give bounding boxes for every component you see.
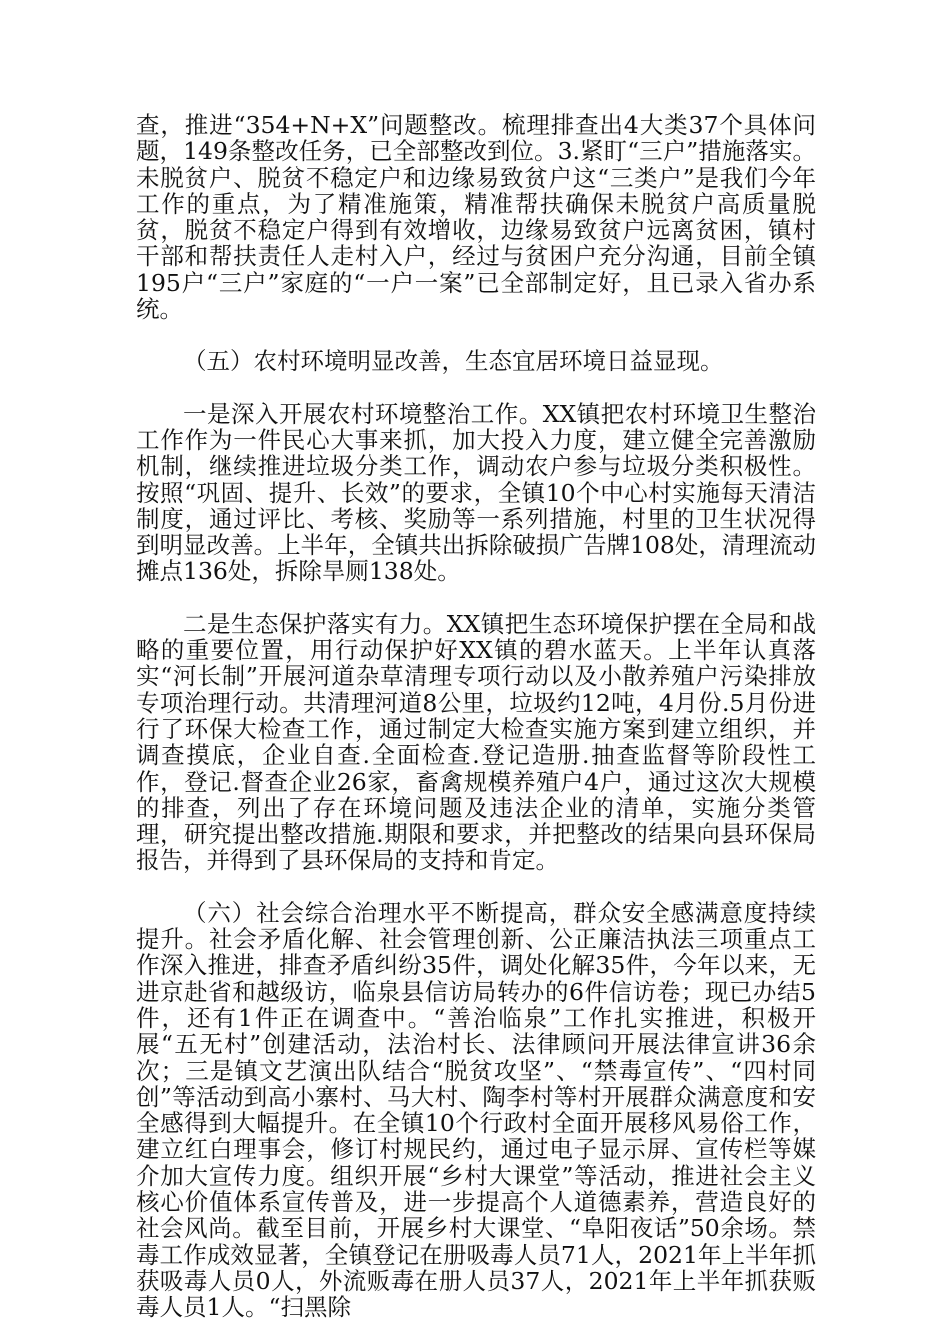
paragraph-environment-improvement: 一是深入开展农村环境整治工作。XX镇把农村环境卫生整治工作作为一件民心大事来抓，加大投入力度，建立健全完善激励机制，继续推进垃圾分类工作，调动农户参与垃圾分类积极性。按照“巩固、提升、长效”的要求，全镇10个中心村实施每天清洁制度，通过评比、考核、奖励等一系列措施，村里的卫生状况得到明显改善。上半年，全镇共出拆除破损广告牌108处，清理流动摊点136处，拆除旱厕138处。 bbox=[136, 399, 816, 586]
section-heading-rural-environment: （五）农村环境明显改善，生态宜居环境日益显现。 bbox=[183, 347, 724, 376]
paragraph-spacer bbox=[136, 322, 816, 348]
paragraph-spacer bbox=[136, 874, 816, 900]
paragraph-poverty-rectification: 查，推进“354+N+X”问题整改。梳理排查出4大类37个具体问题，149条整改任务，已全部整改到位。3.紧盯“三户”措施落实。未脱贫户、脱贫不稳定户和边缘易致贫户这“三类户”是我们今年工作的重点，为了精准施策，精准帮扶确保未脱贫户高质量脱贫，脱贫不稳定户得到有效增收，边缘易致贫户远离贫困，镇村干部和帮扶责任人走村入户，经过与贫困户充分沟通，目前全镇195户“三户”家庭的“一户一案”已全部制定好，且已录入省办系统。 bbox=[136, 111, 816, 324]
paragraph-spacer bbox=[136, 375, 816, 401]
paragraph-spacer bbox=[136, 585, 816, 611]
paragraph-ecological-protection: 二是生态保护落实有力。XX镇把生态环境保护摆在全局和战略的重要位置，用行动保护好XX镇的碧水蓝天。上半年认真落实“河长制”开展河道杂草清理专项行动以及小散养殖户污染排放专项治理行动。共清理河道8公里，垃圾约12吨，4月份.5月份进行了环保大检查工作，通过制定大检查实施方案到建立组织，并调查摸底，企业自查.全面检查.登记造册.抽查监督等阶段性工作，登记.督查企业26家，畜禽规模养殖户4户，通过这次大规模的排查，列出了存在环境问题及违法企业的清单，实施分类管理，研究提出整改措施.期限和要求，并把整改的结果向县环保局报告，并得到了县环保局的支持和肯定。 bbox=[136, 609, 816, 875]
paragraph-social-governance: （六）社会综合治理水平不断提高，群众安全感满意度持续提升。社会矛盾化解、社会管理创新、公正廉洁执法三项重点工作深入推进，排查矛盾纠纷35件，调处化解35件，今年以来，无进京赴省和越级访，临泉县信访局转办的6件信访卷；现已办结5件，还有1件正在调查中。“善治临泉”工作扎实推进，积极开展“五无村”创建活动，法治村长、法律顾问开展法律宣讲36余次；三是镇文艺演出队结合“脱贫攻坚”、“禁毒宣传”、“四村同创”等活动到高小寨村、马大村、陶李村等村开展群众满意度和安全感得到大幅提升。在全镇10个行政村全面开展移风易俗工作，建立红白理事会，修订村规民约，通过电子显示屏、宣传栏等媒介加大宣传力度。组织开展“乡村大课堂”等活动，推进社会主义核心价值体系宣传普及，进一步提高个人道德素养，营造良好的社会风尚。截至目前，开展乡村大课堂、“阜阳夜话”50余场。禁毒工作成效显著，全镇登记在册吸毒人员71人，2021年上半年抓获吸毒人员0人，外流贩毒在册人员37人，2021年上半年抓获贩毒人员1人。“扫黑除 bbox=[136, 898, 816, 1322]
document-body bbox=[136, 112, 816, 1320]
